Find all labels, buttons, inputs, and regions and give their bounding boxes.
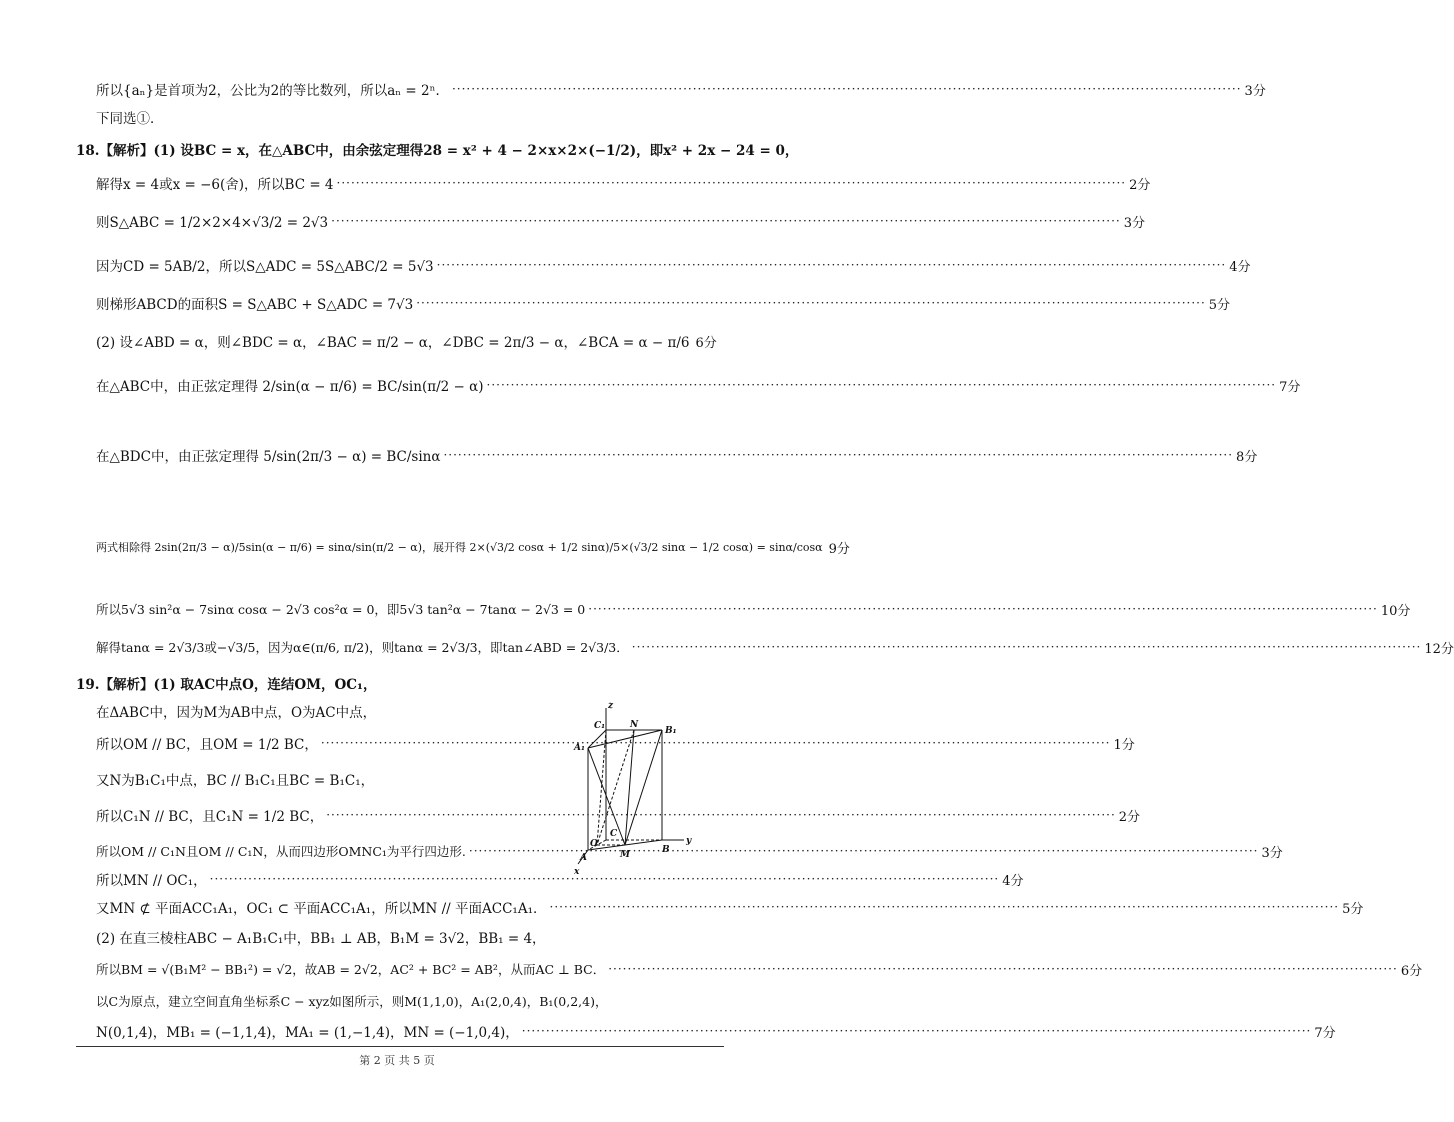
question-19-start	[76, 668, 716, 698]
page-footer: 第 2 页 共 5 页	[359, 1054, 435, 1067]
line-text: 则S△ABC = 1/2×2×4×√3/2 = 2√3	[96, 215, 329, 231]
solution-line	[96, 836, 1283, 866]
line-text: 又N为B₁C₁中点，BC // B₁C₁且BC = B₁C₁，	[96, 773, 375, 789]
line-text: 下同选①．	[96, 111, 164, 127]
leader-dots	[437, 258, 1227, 272]
prism-figure	[566, 700, 706, 880]
leader-dots	[443, 448, 1233, 462]
line-text: 所以{aₙ}是首项为2，公比为2的等比数列，所以aₙ = 2ⁿ．	[96, 83, 449, 99]
score: 10分	[1380, 603, 1411, 619]
solution-line	[96, 986, 716, 1016]
score: 12分	[1424, 641, 1454, 657]
solution-line	[96, 370, 1301, 400]
solution-line	[96, 102, 716, 132]
score: 2分	[1118, 809, 1141, 825]
line-text: 所以MN // OC₁，	[96, 873, 207, 889]
edge-a1-b1	[588, 730, 662, 748]
score: 6分	[1400, 963, 1423, 979]
segment-b1-m	[625, 730, 662, 845]
solution-line	[96, 954, 1423, 984]
solution-line	[96, 922, 716, 952]
segment-c1-o	[597, 730, 606, 845]
line-text: 两式相除得 2sin(2π/3 − α)/5sin(α − π/6) = sinα/sin(π/2 − α)，展开得 2×(√3/2 cosα + 1/2 sinα)/5×(√3/2 sinα − 1/2 cosα) = sinα/cosα	[96, 541, 823, 554]
score: 2分	[1129, 177, 1151, 193]
score: 6分	[695, 335, 717, 351]
label-c: C	[610, 829, 618, 839]
score: 3分	[1261, 845, 1283, 861]
score: 3分	[1244, 83, 1266, 99]
line-text: 解得x = 4或x = −6(舍)，所以BC = 4	[96, 177, 334, 193]
leader-dots	[321, 736, 1111, 750]
label-m: M	[620, 850, 630, 860]
solution-line	[96, 326, 716, 356]
solution-line	[96, 800, 1141, 830]
solution-line	[96, 864, 1024, 894]
score: 4分	[1002, 873, 1024, 889]
line-text: 又MN ⊄ 平面ACC₁A₁，OC₁ ⊂ 平面ACC₁A₁，所以MN // 平面ACC₁A₁．	[96, 901, 547, 917]
leader-dots	[487, 378, 1277, 392]
leader-dots	[608, 962, 1398, 976]
leader-dots	[452, 82, 1242, 96]
solution-line	[96, 764, 374, 794]
label-z: z	[608, 701, 614, 711]
solution-line	[96, 632, 1454, 662]
line-text: 19.【解析】(1) 取AC中点O，连结OM，OC₁，	[76, 677, 377, 693]
label-y: y	[686, 836, 692, 846]
solution-line	[96, 74, 1266, 104]
line-text: 所以5√3 sin²α − 7sinα cosα − 2√3 cos²α = 0，即5√3 tan²α − 7tanα − 2√3 = 0	[96, 602, 586, 617]
line-text: (2) 在直三棱柱ABC − A₁B₁C₁中，BB₁ ⊥ AB，B₁M = 3√2，BB₁ = 4，	[96, 931, 546, 947]
solution-line	[96, 168, 1151, 198]
solution-line	[96, 1016, 1336, 1046]
question-18-start	[76, 134, 799, 164]
leader-dots	[522, 1024, 1312, 1038]
score: 9分	[828, 541, 850, 557]
label-a: A	[580, 853, 587, 863]
solution-line	[96, 206, 1145, 236]
line-text: 在△ABC中，由正弦定理得 2/sin(α − π/6) = BC/sin(π/2 − α)	[96, 379, 484, 395]
line-text: 所以BM = √(B₁M² − BB₁²) = √2，故AB = 2√2，AC² + BC² = AB²，从而AC ⊥ BC．	[96, 962, 606, 977]
score: 7分	[1314, 1025, 1336, 1041]
leader-dots	[416, 296, 1206, 310]
score: 3分	[1123, 215, 1145, 231]
line-text: (2) 设∠ABD = α，则∠BDC = α，∠BAC = π/2 − α，∠DBC = 2π/3 − α，∠BCA = α − π/6	[96, 335, 690, 351]
solution-line	[96, 892, 1364, 922]
leader-dots	[326, 808, 1116, 822]
solution-line	[96, 594, 1411, 624]
line-text: 以C为原点，建立空间直角坐标系C − xyz如图所示，则M(1,1,0)，A₁(2,0,4)，B₁(0,2,4)，	[96, 994, 608, 1009]
leader-dots	[632, 640, 1422, 654]
line-text: 所以OM // BC，且OM = 1/2 BC，	[96, 737, 318, 753]
line-text: 18.【解析】(1) 设BC = x，在△ABC中，由余弦定理得28 = x² + 4 − 2×x×2×(−1/2)，即x² + 2x − 24 = 0，	[76, 143, 799, 159]
label-o: O	[590, 839, 598, 849]
leader-dots	[550, 900, 1340, 914]
score: 7分	[1279, 379, 1301, 395]
score: 8分	[1236, 449, 1258, 465]
label-a1: A₁	[574, 743, 585, 753]
line-text: 在△BDC中，由正弦定理得 5/sin(2π/3 − α) = BC/sinα	[96, 449, 441, 465]
solution-line	[96, 532, 850, 562]
leader-dots	[331, 214, 1121, 228]
line-text: 解得tanα = 2√3/3或−√3/5，因为α∈(π/6, π/2)，则tanα = 2√3/3，即tan∠ABD = 2√3/3．	[96, 640, 629, 655]
leader-dots	[337, 176, 1127, 190]
segment-n-m	[625, 730, 634, 845]
footer-divider	[76, 1046, 724, 1047]
leader-dots	[588, 602, 1378, 616]
solution-line	[96, 696, 376, 726]
line-text: 在ΔABC中，因为M为AB中点，O为AC中点，	[96, 705, 377, 721]
score: 1分	[1113, 737, 1135, 753]
label-b1: B₁	[665, 726, 677, 736]
line-text: 所以OM // C₁N且OM // C₁N，从而四边形OMNC₁为平行四边形.	[96, 844, 466, 859]
line-text: N(0,1,4)，MB₁ = (−1,1,4)，MA₁ = (1,−1,4)，MN = (−1,0,4)，	[96, 1025, 519, 1041]
label-b: B	[662, 845, 670, 855]
solution-line	[96, 250, 1251, 280]
score: 5分	[1208, 297, 1231, 313]
score: 5分	[1342, 901, 1364, 917]
label-n: N	[630, 720, 639, 730]
label-c1: C₁	[594, 721, 606, 731]
score: 4分	[1229, 259, 1251, 275]
solution-line	[96, 440, 1258, 470]
label-x: x	[574, 867, 580, 877]
solution-line	[96, 288, 1231, 318]
line-text: 所以C₁N // BC，且C₁N = 1/2 BC，	[96, 809, 324, 825]
line-text: 则梯形ABCD的面积S = S△ABC + S△ADC = 7√3	[96, 297, 414, 313]
line-text: 因为CD = 5AB/2，所以S△ADC = 5S△ABC/2 = 5√3	[96, 259, 434, 275]
